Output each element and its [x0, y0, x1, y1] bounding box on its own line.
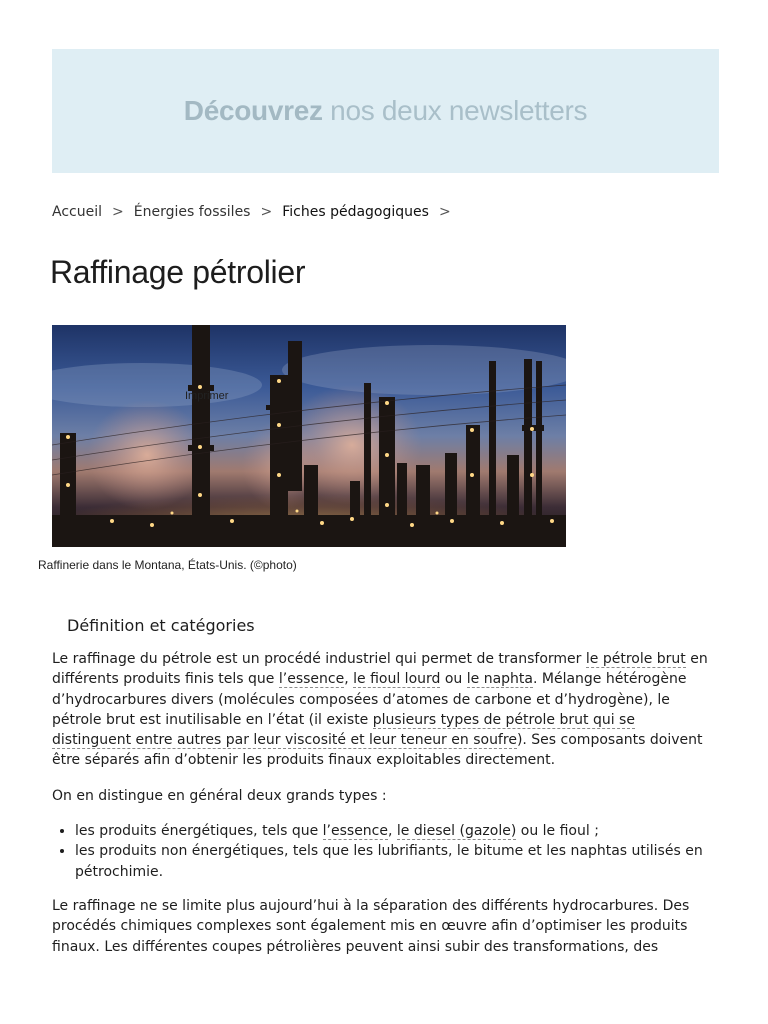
breadcrumb-separator: >: [112, 204, 124, 220]
page-title: Raffinage pétrolier: [50, 254, 306, 290]
article-body: [52, 649, 712, 972]
product-types-list: [75, 821, 712, 882]
link-types-petrole-brut[interactable]: plusieurs types de pétrole brut qui se distinguent entre autres par leur viscosité et leur teneur en soufre: [52, 711, 635, 749]
breadcrumb: [52, 204, 451, 220]
text: ou: [440, 671, 467, 688]
text: . Mélange hétérogène d’hydrocarbures divers (molécules composées d’atomes de carbone et d’hydrogène), le pétrole brut est inutilisable en l’état (il existe: [52, 671, 687, 728]
link-naphta[interactable]: le naphta: [466, 671, 533, 688]
print-link[interactable]: Imprimer: [185, 390, 229, 402]
breadcrumb-item-accueil[interactable]: Accueil: [52, 204, 102, 220]
newsletter-banner[interactable]: [52, 49, 719, 173]
link-essence[interactable]: l’essence: [278, 671, 345, 688]
text: ). Ses composants doivent être séparés afin d’obtenir les produits finaux exploitables directement.: [52, 732, 703, 769]
paragraph-2: On en distingue en général deux grands types :: [52, 787, 387, 804]
link-fioul-lourd[interactable]: le fioul lourd: [353, 671, 441, 688]
newsletter-banner-rest: nos deux newsletters: [322, 95, 588, 126]
paragraph-1: [52, 649, 712, 771]
text: Le raffinage du pétrole est un procédé industriel qui permet de transformer: [52, 651, 586, 667]
newsletter-banner-text: [184, 95, 587, 127]
text: ,: [388, 823, 397, 840]
list-item: • les produits non énergétiques, tels que les lubrifiants, le bitume et les naphtas utilisés en pétrochimie.: [75, 841, 712, 882]
text: les produits énergétiques, tels que: [75, 823, 323, 840]
breadcrumb-item-fiches-pedagogiques[interactable]: Fiches pédagogiques: [282, 204, 429, 220]
paragraph-3: Le raffinage ne se limite plus aujourd’hui à la séparation des différents hydrocarbures. Des procédés chimiques complexes sont également mis en œuvre afin d’optimiser les produits finaux. Les différentes coupes pétrolières peuvent ainsi subir des transformations, des: [52, 897, 690, 955]
newsletter-banner-strong: Découvrez: [183, 95, 323, 126]
text: ,: [344, 671, 354, 688]
link-petrole-brut[interactable]: le pétrole brut: [585, 651, 686, 667]
breadcrumb-separator: >: [260, 204, 273, 220]
list-item: [75, 821, 712, 841]
text: ou le fioul ;: [516, 823, 599, 840]
breadcrumb-separator: >: [438, 204, 451, 220]
link-diesel[interactable]: le diesel (gazole): [396, 823, 517, 840]
link-essence-2[interactable]: l’essence: [322, 823, 388, 840]
refinery-illustration: [52, 325, 566, 547]
text: en différents produits finis tels que: [52, 651, 708, 688]
section-heading: Définition et catégories: [67, 616, 255, 635]
hero-image: [52, 325, 566, 547]
breadcrumb-item-energies-fossiles[interactable]: Énergies fossiles: [133, 204, 251, 220]
image-caption: Raffinerie dans le Montana, États-Unis. (©photo): [38, 558, 297, 572]
